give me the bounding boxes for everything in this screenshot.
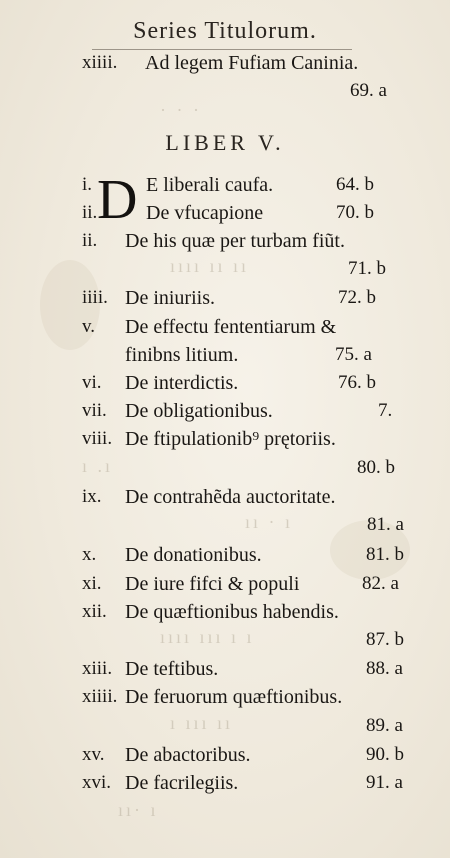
running-head: Series Titulorum. [133,18,317,44]
entry-title: De quæftionibus habendis. [125,601,339,623]
toc-entry [0,744,450,774]
entry-title: De effectu fententiarum & [125,316,337,338]
toc-entry [0,486,450,516]
entry-title: De facrilegiis. [125,772,239,794]
entry-title: Ad legem Fufiam Caninia. [145,52,359,74]
entry-number: xiii. [82,658,113,679]
entry-title: De interdictis. [125,372,239,394]
entry-title: De vfucapione [146,202,264,224]
entry-title: De donationibus. [125,544,262,566]
entry-title: De iniuriis. [125,287,215,309]
entry-number: vi. [82,372,102,393]
entry-page: 87. b [366,629,404,650]
entry-page: 81. a [367,514,404,535]
entry-page: 80. b [357,457,395,478]
toc-entry-top [0,52,450,82]
entry-number: ii. [82,202,98,223]
entry-number: vii. [82,400,107,421]
toc-entry [0,174,450,204]
entry-number: xiiii. [82,52,118,73]
entry-page: 88. a [366,658,403,679]
entry-number: xi. [82,573,102,594]
entry-title: De obligationibus. [125,400,273,422]
toc-entry-continuation [0,344,450,374]
entry-number: viii. [82,428,113,449]
toc-entry [0,686,450,716]
entry-page: 91. a [366,772,403,793]
entry-page: 76. b [338,372,376,393]
entry-title-continued: finibns litium. [125,344,239,366]
entry-page: 89. a [366,715,403,736]
show-through-text: ıııı ııı ı ı [160,627,255,647]
entry-title: De ftipulationib⁹ prętoriis. [125,428,336,450]
entry-title: De contrahẽda auctoritate. [125,486,336,508]
toc-entry [0,544,450,574]
show-through-text: ıı · ı [245,512,293,532]
toc-entry [0,400,450,430]
toc-entry [0,372,450,402]
toc-entry [0,658,450,688]
entry-title: De his quæ per turbam fiũt. [125,230,345,252]
entry-number: ii. [82,230,98,251]
entry-page: 64. b [336,174,374,195]
head-rule [92,49,352,50]
toc-entry [0,772,450,802]
drop-capital: D [97,169,138,231]
entry-page: 7. [378,400,393,421]
entry-number: v. [82,316,96,337]
toc-entry-top-page [0,80,450,110]
toc-entry-page-line [0,514,450,544]
show-through-text: ı ııı ıı [170,713,234,733]
entry-page: 90. b [366,744,404,765]
show-through-text: ıııı ıı ıı [170,256,250,276]
entry-number: xv. [82,744,105,765]
entry-page: 69. a [350,80,387,101]
entry-number: i. [82,174,93,195]
entry-number: xiiii. [82,686,118,707]
toc-entry-page-line [0,457,450,487]
toc-entry [0,287,450,317]
entry-number: xii. [82,601,107,622]
entry-title: E liberali caufa. [146,174,274,196]
toc-entry [0,316,450,346]
entry-page: 81. b [366,544,404,565]
entry-page: 70. b [336,202,374,223]
entry-page: 72. b [338,287,376,308]
entry-number: x. [82,544,97,565]
entry-title: De iure fifci & populi [125,573,300,595]
entry-page: 75. a [335,344,372,365]
toc-entry [0,573,450,603]
show-through-text: · · · [160,100,202,120]
toc-entry [0,202,450,232]
entry-title: De teftibus. [125,658,219,680]
entry-title: De abactoribus. [125,744,251,766]
toc-entry [0,428,450,458]
entry-page: 71. b [348,258,386,279]
entry-number: iiii. [82,287,108,308]
entry-number: ix. [82,486,102,507]
show-through-text: ıı· ı [118,800,159,820]
entry-number: xvi. [82,772,112,793]
book-heading: LIBER V. [165,130,285,155]
entry-page: 82. a [362,573,399,594]
entry-title: De feruorum quæftionibus. [125,686,343,708]
show-through-text: ı .ı [82,456,114,476]
